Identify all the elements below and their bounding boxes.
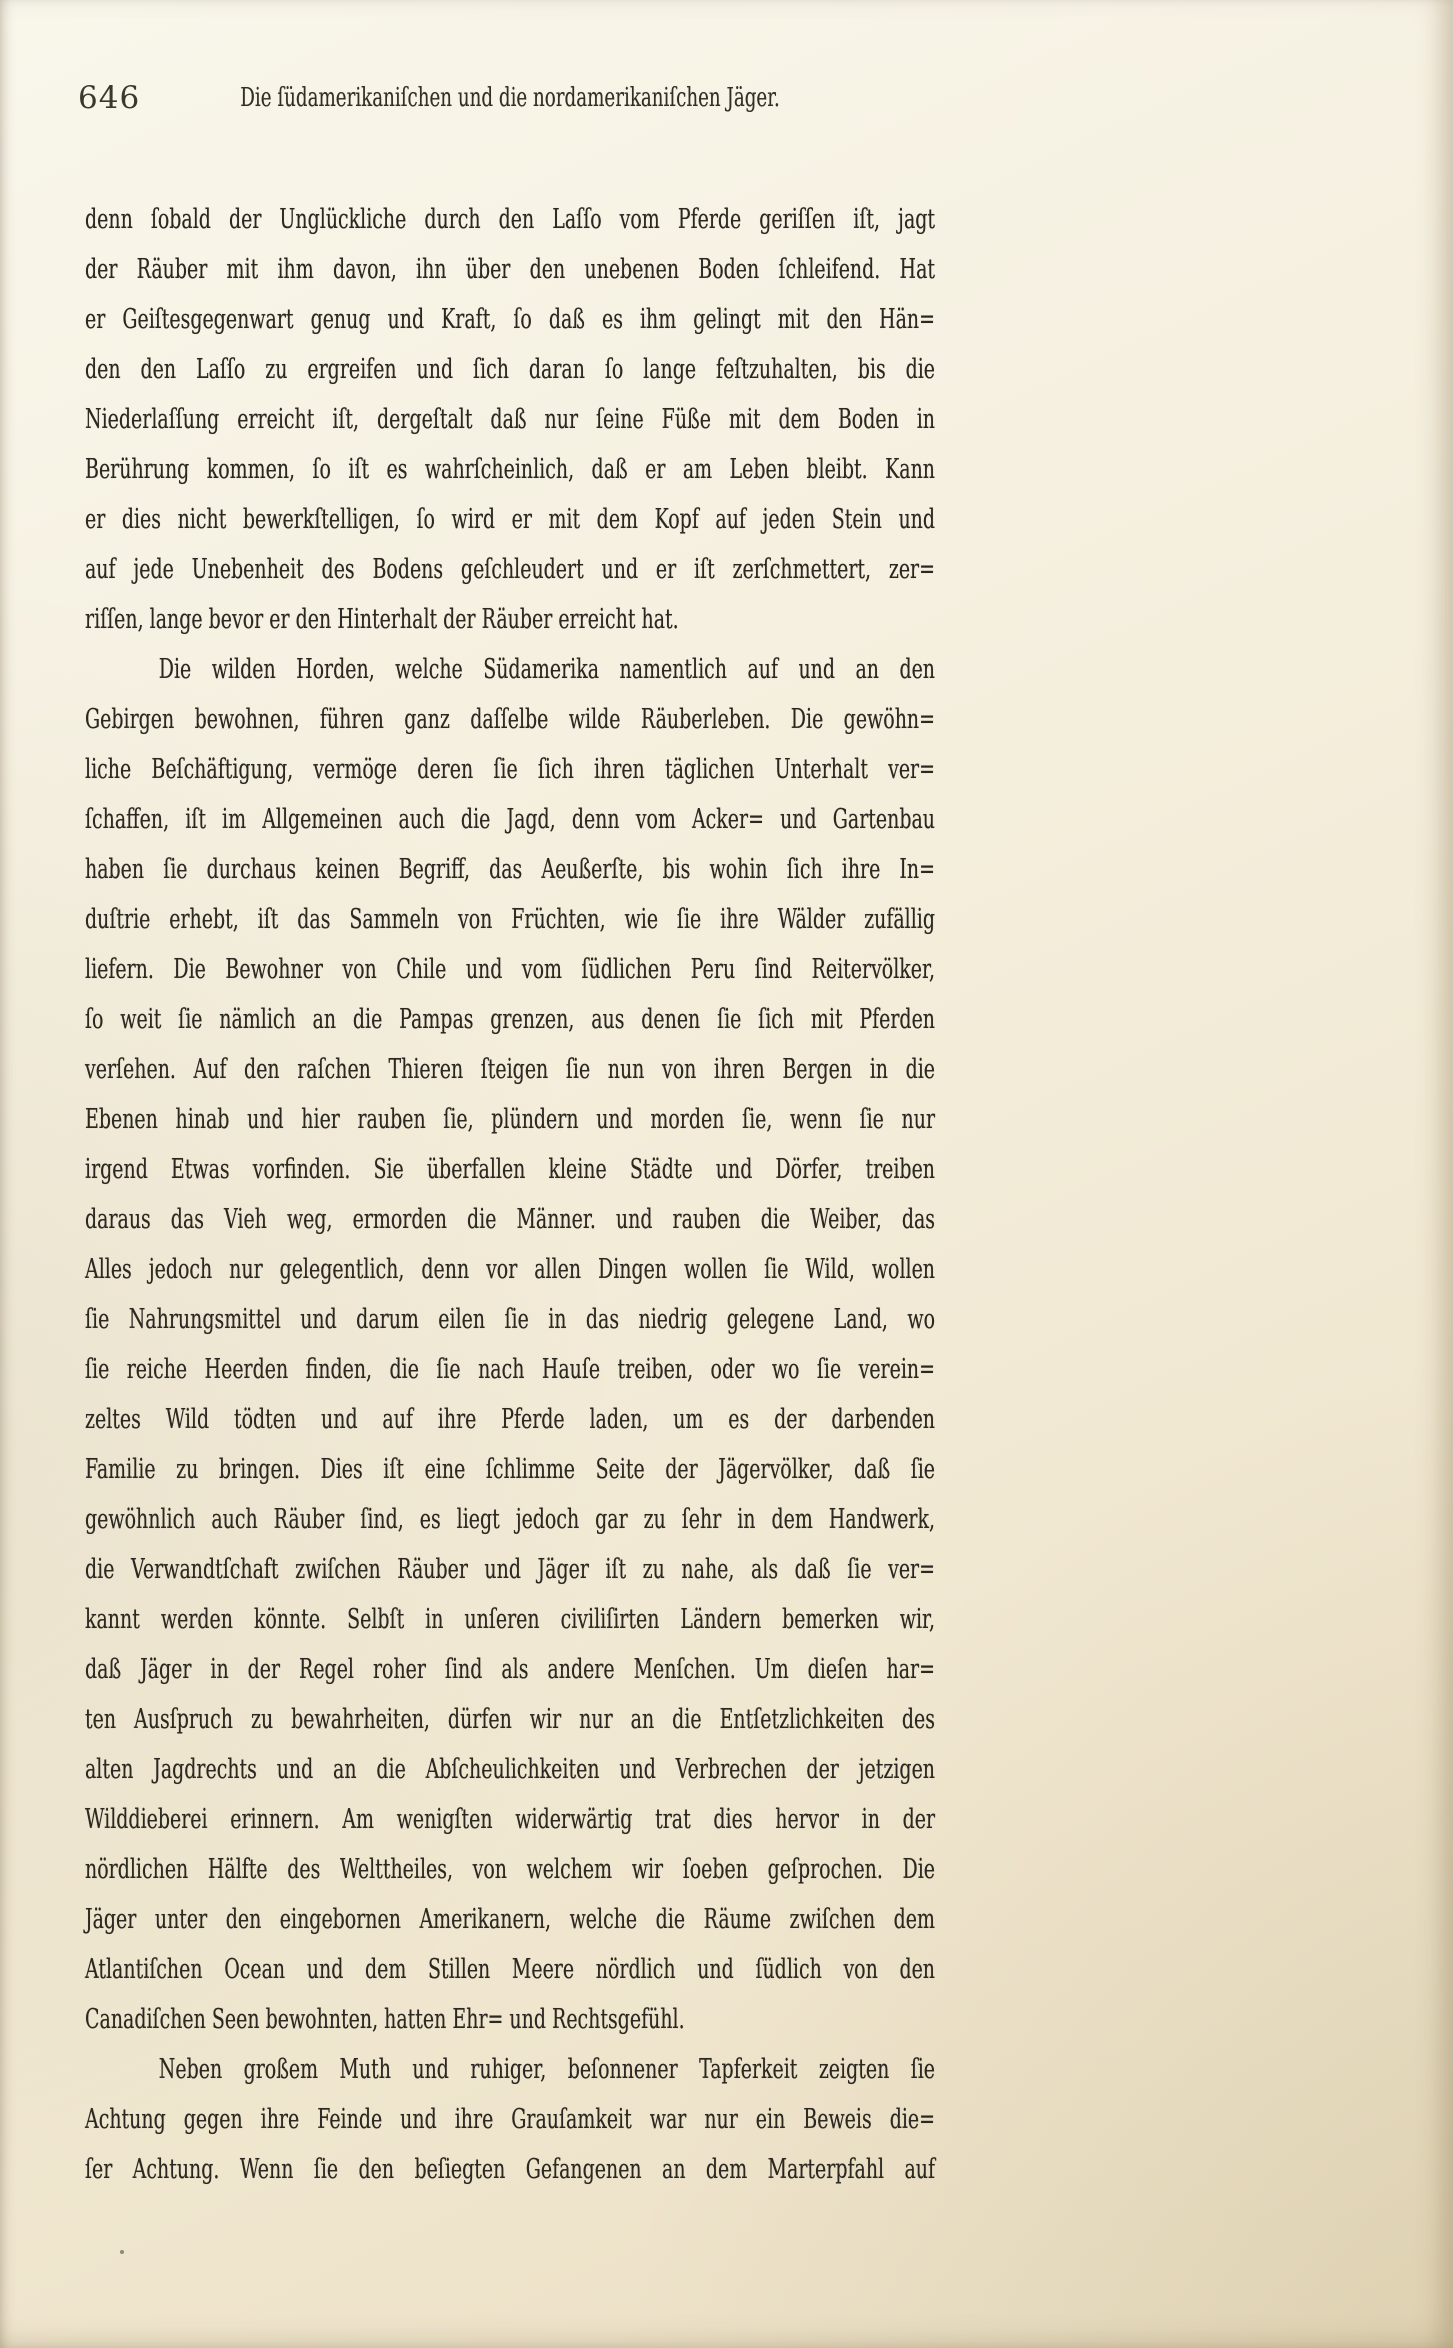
text-line: denn ſobald der Unglückliche durch den Laſſo vom Pferde geriſſen iſt, jagt xyxy=(85,204,936,235)
paper-speck xyxy=(120,2250,124,2254)
text-line: Niederlaſſung erreicht iſt, dergeſtalt daß nur ſeine Füße mit dem Boden in xyxy=(85,404,936,435)
text-line: alten Jagdrechts und an die Abſcheulichkeiten und Verbrechen der jetzigen xyxy=(85,1754,936,1785)
text-line: nördlichen Hälfte des Welttheiles, von welchem wir ſoeben geſprochen. Die xyxy=(85,1854,936,1885)
text-line: haben ſie durchaus keinen Begriff, das Aeußerſte, bis wohin ſich ihre In= xyxy=(85,854,936,885)
text-line: ſchaffen, iſt im Allgemeinen auch die Jagd, denn vom Acker= und Gartenbau xyxy=(85,804,936,835)
running-title: Die ſüdamerikaniſchen und die nordamerikaniſchen Jäger. xyxy=(240,83,780,113)
text-line: ſie Nahrungsmittel und darum eilen ſie in das niedrig gelegene Land, wo xyxy=(85,1304,936,1335)
text-line: liefern. Die Bewohner von Chile und vom ſüdlichen Peru ſind Reitervölker, xyxy=(85,954,936,985)
text-line: gewöhnlich auch Räuber ſind, es liegt jedoch gar zu ſehr in dem Handwerk, xyxy=(85,1504,936,1535)
text-line: Alles jedoch nur gelegentlich, denn vor allen Dingen wollen ſie Wild, wollen xyxy=(85,1254,936,1285)
text-line: er dies nicht bewerkſtelligen, ſo wird er mit dem Kopf auf jeden Stein und xyxy=(85,504,936,535)
text-line: Achtung gegen ihre Feinde und ihre Grauſamkeit war nur ein Beweis die= xyxy=(85,2104,936,2135)
text-line: den den Laſſo zu ergreifen und ſich daran ſo lange feſtzuhalten, bis die xyxy=(85,354,936,385)
text-line: Canadiſchen Seen bewohnten, hatten Ehr= und Rechtsgefühl. xyxy=(85,2004,685,2035)
text-line: riſſen, lange bevor er den Hinterhalt der Räuber erreicht hat. xyxy=(85,604,679,635)
text-line: Ebenen hinab und hier rauben ſie, plündern und morden ſie, wenn ſie nur xyxy=(85,1104,936,1135)
text-line: er Geiſtesgegenwart genug und Kraft, ſo daß es ihm gelingt mit den Hän= xyxy=(85,304,936,335)
page-number: 646 xyxy=(78,80,141,116)
text-line: duſtrie erhebt, iſt das Sammeln von Früchten, wie ſie ihre Wälder zufällig xyxy=(85,904,936,935)
text-line: die Verwandtſchaft zwiſchen Räuber und Jäger iſt zu nahe, als daß ſie ver= xyxy=(85,1554,936,1585)
text-line: Atlantiſchen Ocean und dem Stillen Meere nördlich und ſüdlich von den xyxy=(85,1954,936,1985)
text-line: ſo weit ſie nämlich an die Pampas grenzen, aus denen ſie ſich mit Pferden xyxy=(85,1004,936,1035)
text-line: kannt werden könnte. Selbſt in unſeren civiliſirten Ländern bemerken wir, xyxy=(85,1604,936,1635)
text-line: daraus das Vieh weg, ermorden die Männer. und rauben die Weiber, das xyxy=(85,1204,936,1235)
text-line: verſehen. Auf den raſchen Thieren ſteigen ſie nun von ihren Bergen in die xyxy=(85,1054,936,1085)
page-header xyxy=(0,76,1453,120)
text-line: liche Beſchäftigung, vermöge deren ſie ſich ihren täglichen Unterhalt ver= xyxy=(85,754,936,785)
text-line: zeltes Wild tödten und auf ihre Pferde laden, um es der darbenden xyxy=(85,1404,936,1435)
text-line: Neben großem Muth und ruhiger, beſonnener Tapferkeit zeigten ſie xyxy=(158,2054,936,2085)
text-line: Gebirgen bewohnen, führen ganz daſſelbe wilde Räuberleben. Die gewöhn= xyxy=(85,704,936,735)
text-line: Berührung kommen, ſo iſt es wahrſcheinlich, daß er am Leben bleibt. Kann xyxy=(85,454,936,485)
body-text xyxy=(85,195,1295,2195)
text-line: irgend Etwas vorfinden. Sie überfallen kleine Städte und Dörfer, treiben xyxy=(85,1154,936,1185)
text-line: Jäger unter den eingebornen Amerikanern, welche die Räume zwiſchen dem xyxy=(85,1904,936,1935)
text-line: Die wilden Horden, welche Südamerika namentlich auf und an den xyxy=(158,654,936,685)
text-line: der Räuber mit ihm davon, ihn über den unebenen Boden ſchleifend. Hat xyxy=(85,254,936,285)
text-line: ſer Achtung. Wenn ſie den beſiegten Gefangenen an dem Marterpfahl auf xyxy=(85,2154,936,2185)
text-line: daß Jäger in der Regel roher ſind als andere Menſchen. Um dieſen har= xyxy=(85,1654,936,1685)
text-line: Wilddieberei erinnern. Am wenigſten widerwärtig trat dies hervor in der xyxy=(85,1804,936,1835)
text-line: ſie reiche Heerden finden, die ſie nach Hauſe treiben, oder wo ſie verein= xyxy=(85,1354,936,1385)
text-line: ten Ausſpruch zu bewahrheiten, dürfen wir nur an die Entſetzlichkeiten des xyxy=(85,1704,936,1735)
text-line: auf jede Unebenheit des Bodens geſchleudert und er iſt zerſchmettert, zer= xyxy=(85,554,936,585)
text-line: Familie zu bringen. Dies iſt eine ſchlimme Seite der Jägervölker, daß ſie xyxy=(85,1454,936,1485)
